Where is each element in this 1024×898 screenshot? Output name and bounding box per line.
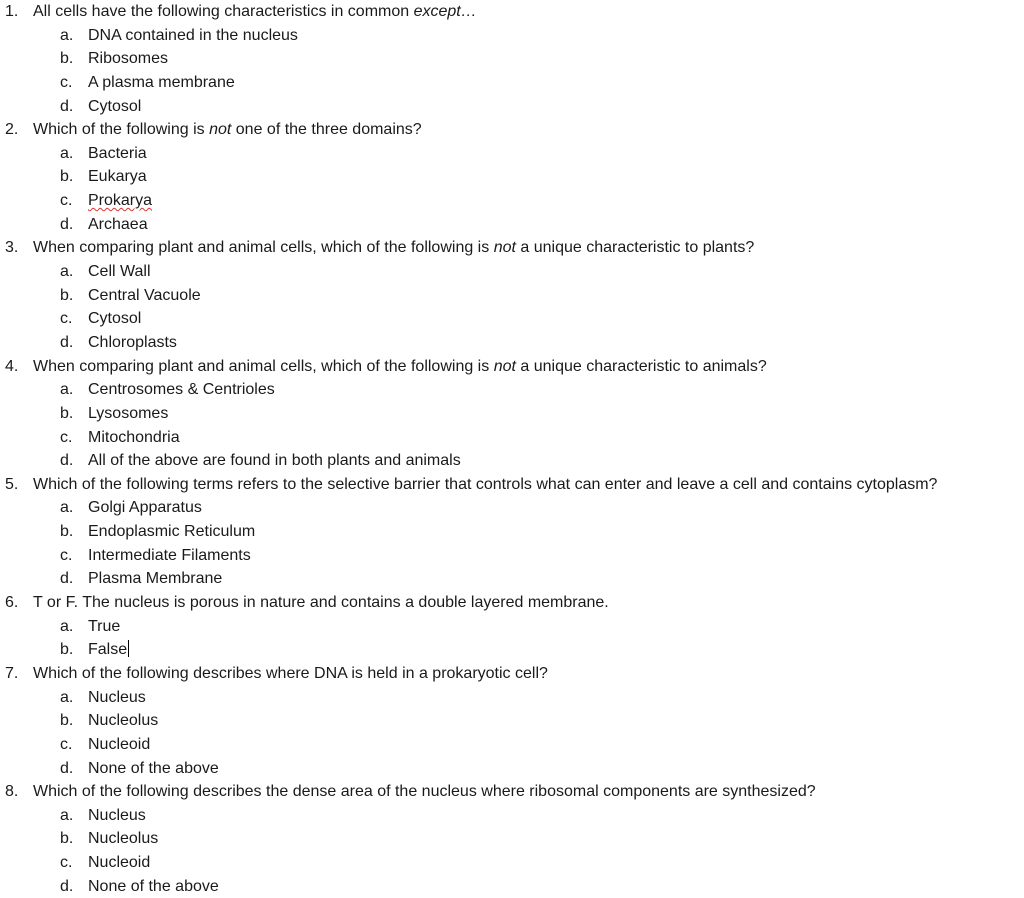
option-letter: d.	[60, 215, 74, 233]
question-7	[0, 662, 1024, 686]
answer-option	[0, 757, 1024, 781]
option-text: Mitochondria	[88, 428, 180, 446]
option-text: Intermediate Filaments	[88, 546, 251, 564]
answer-option	[0, 520, 1024, 544]
question-number: 6.	[5, 594, 19, 612]
option-text: A plasma membrane	[88, 73, 235, 91]
option-text: Nucleoid	[88, 735, 151, 753]
question-2	[0, 118, 1024, 142]
question-number: 8.	[5, 783, 19, 801]
option-letter: d.	[60, 97, 74, 115]
option-letter: c.	[60, 854, 73, 872]
answer-option	[0, 24, 1024, 48]
option-letter: a.	[60, 499, 74, 517]
option-letter: a.	[60, 806, 74, 824]
option-letter: b.	[60, 168, 74, 186]
answer-option	[0, 47, 1024, 71]
answer-option	[0, 733, 1024, 757]
option-letter: a.	[60, 26, 74, 44]
option-letter: d.	[60, 877, 74, 895]
answer-option	[0, 284, 1024, 308]
answer-option	[0, 95, 1024, 119]
option-letter: c.	[60, 192, 73, 210]
option-text: Ribosomes	[88, 50, 169, 68]
answer-option	[0, 615, 1024, 639]
option-text: Centrosomes & Centrioles	[88, 381, 275, 399]
option-text: False	[88, 641, 128, 659]
option-text: Lysosomes	[88, 404, 169, 422]
answer-option	[0, 378, 1024, 402]
option-text: All of the above are found in both plants and animals	[88, 452, 461, 470]
question-number: 4.	[5, 357, 19, 375]
option-letter: c.	[60, 546, 73, 564]
option-letter: b.	[60, 641, 74, 659]
answer-option	[0, 804, 1024, 828]
option-text: Nucleus	[88, 806, 146, 824]
answer-option	[0, 260, 1024, 284]
question-number: 3.	[5, 239, 19, 257]
answer-option	[0, 189, 1024, 213]
option-letter: d.	[60, 759, 74, 777]
option-text: None of the above	[88, 877, 219, 895]
option-text-spellcheck-flagged: Prokarya	[88, 192, 153, 210]
question-text: T or F. The nucleus is porous in nature and contains a double layered membrane.	[33, 594, 609, 612]
question-number: 5.	[5, 475, 19, 493]
option-text-with-caret[interactable]	[88, 638, 129, 662]
answer-option	[0, 331, 1024, 355]
question-text: When comparing plant and animal cells, which of the following is not a unique characteristic to plants?	[33, 239, 755, 257]
option-text: Cytosol	[88, 310, 142, 328]
answer-option	[0, 142, 1024, 166]
question-text: Which of the following describes where DNA is held in a prokaryotic cell?	[33, 664, 548, 682]
answer-option	[0, 875, 1024, 898]
answer-option	[0, 544, 1024, 568]
option-text: Nucleolus	[88, 830, 159, 848]
question-8	[0, 780, 1024, 804]
option-letter: b.	[60, 523, 74, 541]
question-number: 2.	[5, 121, 19, 139]
option-text: Archaea	[88, 215, 148, 233]
option-text: Nucleolus	[88, 712, 159, 730]
option-text: Cytosol	[88, 97, 142, 115]
option-letter: b.	[60, 830, 74, 848]
answer-option	[0, 71, 1024, 95]
option-letter: c.	[60, 428, 73, 446]
answer-option	[0, 165, 1024, 189]
answer-option	[0, 709, 1024, 733]
option-letter: a.	[60, 617, 74, 635]
option-text: DNA contained in the nucleus	[88, 26, 298, 44]
question-6	[0, 591, 1024, 615]
question-number: 1.	[5, 3, 19, 20]
question-text: Which of the following is not one of the three domains?	[33, 121, 422, 139]
option-text: Central Vacuole	[88, 286, 201, 304]
answer-option	[0, 638, 1024, 662]
question-text: Which of the following describes the dense area of the nucleus where ribosomal components are synthesized?	[33, 783, 816, 801]
answer-option	[0, 307, 1024, 331]
option-letter: a.	[60, 688, 74, 706]
answer-option	[0, 851, 1024, 875]
option-letter: d.	[60, 570, 74, 588]
answer-option	[0, 449, 1024, 473]
option-text: Bacteria	[88, 144, 147, 162]
option-letter: b.	[60, 404, 74, 422]
question-4	[0, 355, 1024, 379]
text-cursor	[128, 640, 129, 657]
option-letter: a.	[60, 144, 74, 162]
option-letter: b.	[60, 50, 74, 68]
option-letter: d.	[60, 452, 74, 470]
option-text: Endoplasmic Reticulum	[88, 523, 256, 541]
option-letter: a.	[60, 381, 74, 399]
answer-option	[0, 426, 1024, 450]
question-3	[0, 236, 1024, 260]
option-letter: c.	[60, 735, 73, 753]
option-text: Golgi Apparatus	[88, 499, 202, 517]
question-text: Which of the following terms refers to the selective barrier that controls what can enter and leave a cell and contains cytoplasm?	[33, 475, 938, 493]
answer-option	[0, 827, 1024, 851]
answer-option	[0, 213, 1024, 237]
question-text: All cells have the following characteristics in common except…	[33, 3, 477, 20]
option-letter: b.	[60, 286, 74, 304]
option-letter: a.	[60, 263, 74, 281]
answer-option	[0, 567, 1024, 591]
answer-option	[0, 496, 1024, 520]
option-text: True	[88, 617, 121, 635]
option-letter: c.	[60, 73, 73, 91]
option-text: Chloroplasts	[88, 333, 177, 351]
option-text: Plasma Membrane	[88, 570, 223, 588]
option-text: Eukarya	[88, 168, 147, 186]
option-text: Cell Wall	[88, 263, 151, 281]
option-letter: c.	[60, 310, 73, 328]
option-text: Nucleoid	[88, 854, 151, 872]
answer-option	[0, 402, 1024, 426]
option-letter: b.	[60, 712, 74, 730]
option-letter: d.	[60, 333, 74, 351]
answer-option	[0, 686, 1024, 710]
option-text: Nucleus	[88, 688, 146, 706]
question-text: When comparing plant and animal cells, which of the following is not a unique characteristic to animals?	[33, 357, 767, 375]
question-5	[0, 473, 1024, 497]
question-number: 7.	[5, 664, 19, 682]
question-1	[0, 0, 1024, 24]
option-text: None of the above	[88, 759, 219, 777]
